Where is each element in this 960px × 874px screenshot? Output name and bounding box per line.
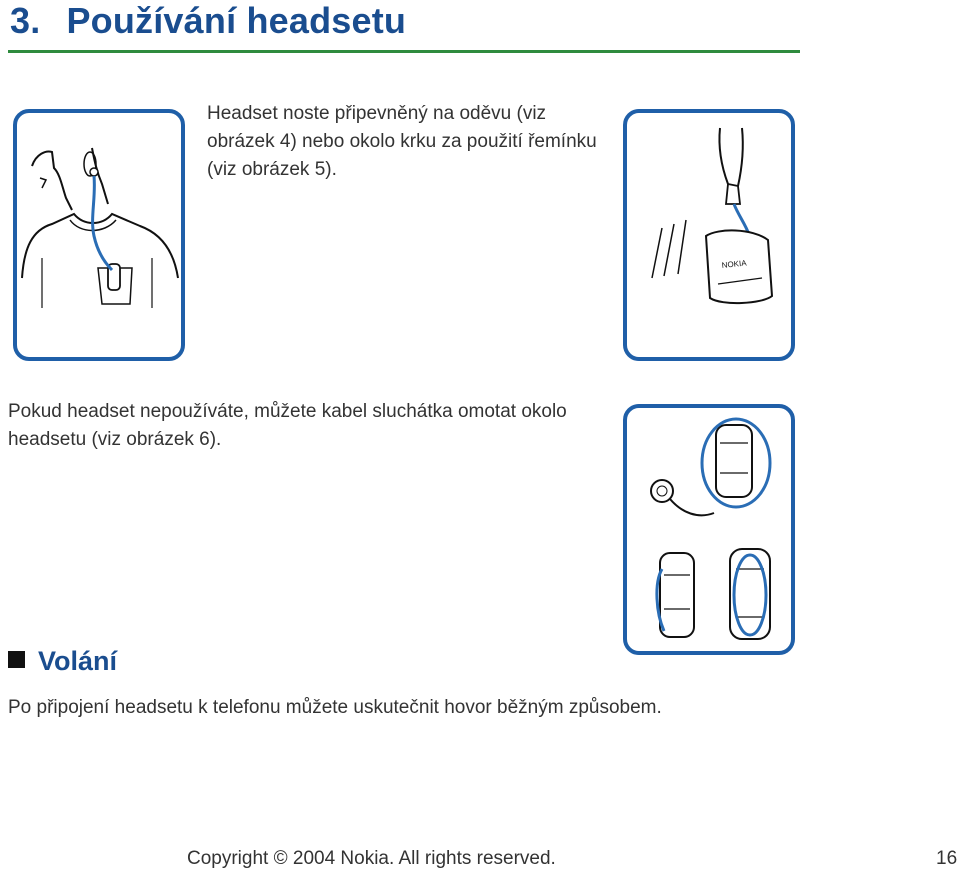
chapter-title: Používání headsetu [66, 0, 407, 41]
page-number: 16 [936, 848, 958, 869]
paragraph-wrap-cable: Pokud headset nepoužíváte, můžete kabel sluchátka omotat okolo headsetu (viz obrázek 6). [8, 401, 567, 450]
figure-headset-on-clothing [12, 108, 186, 362]
section-title: Volání [38, 646, 118, 676]
chapter-heading [10, 0, 406, 42]
heading-rule [8, 50, 800, 53]
figure-headset-on-strap [622, 108, 796, 362]
section-heading-calling [8, 646, 117, 677]
chapter-number: 3. [10, 0, 41, 41]
paragraph-calling: Po připojení headsetu k telefonu můžete uskutečnit hovor běžným způsobem. [8, 697, 662, 718]
brand-logo: NOKIA [721, 258, 747, 270]
paragraph-wearing: Headset noste připevněný na oděvu (viz obrázek 4) nebo okolo krku za použití řemínku (viz obrázek 5). [207, 103, 597, 180]
figure-cable-wrapped [622, 403, 796, 656]
section-bullet-square [8, 651, 25, 668]
footer-copyright: Copyright © 2004 Nokia. All rights reserved. [187, 848, 556, 869]
